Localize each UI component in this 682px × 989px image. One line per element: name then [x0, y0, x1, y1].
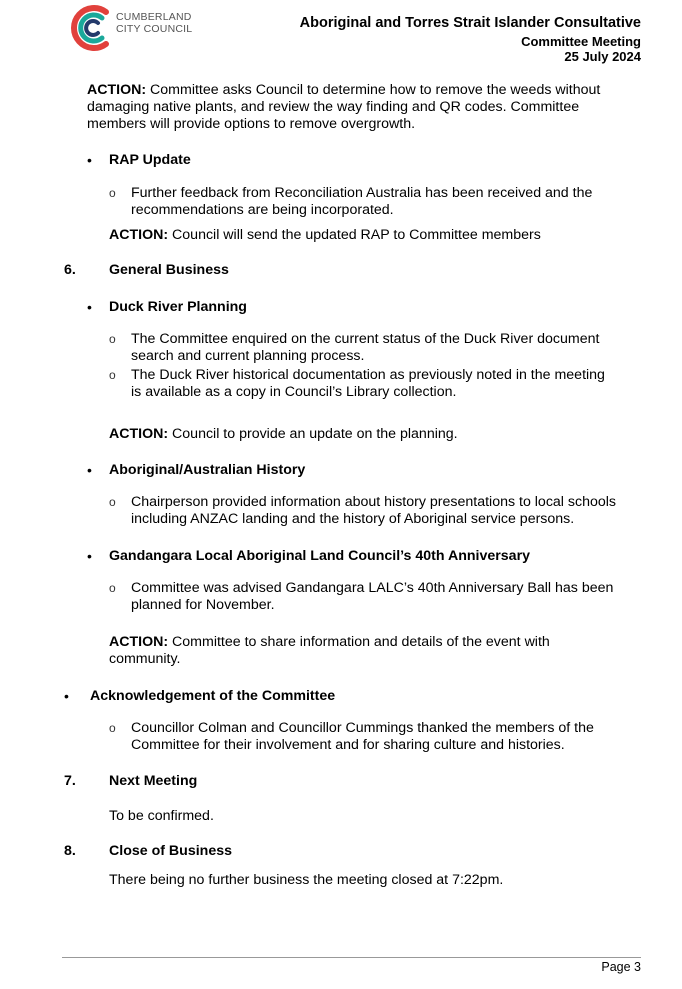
rap-item-line1: Further feedback from Reconciliation Australia has been received and the: [131, 185, 593, 201]
document-date: 25 July 2024: [564, 49, 641, 64]
section-6-number: 6.: [64, 262, 76, 278]
gandangara-item-line1: Committee was advised Gandangara LALC’s 40th Anniversary Ball has been: [131, 580, 614, 596]
sub-bullet-icon: o: [109, 368, 116, 382]
bullet-icon: •: [64, 688, 69, 704]
page-number: Page 3: [601, 960, 641, 974]
acknowledgement-heading: Acknowledgement of the Committee: [90, 688, 336, 704]
bullet-icon: •: [87, 462, 92, 478]
bullet-icon: •: [87, 548, 92, 564]
gandangara-item-line2: planned for November.: [131, 597, 275, 613]
sub-bullet-icon: o: [109, 186, 116, 200]
gandangara-heading: Gandangara Local Aboriginal Land Council’s 40th Anniversary: [109, 548, 530, 564]
action-paragraph-1: ACTION: Committee asks Council to determine how to remove the weeds without: [87, 82, 601, 98]
rap-update-heading: RAP Update: [109, 152, 191, 168]
section-8-text: There being no further business the meeting closed at 7:22pm.: [109, 872, 504, 888]
action-paragraph-1-line3: members will provide options to remove overgrowth.: [87, 116, 416, 132]
gandangara-action: ACTION: Committee to share information and details of the event with: [109, 634, 550, 650]
duck-item-2-line2: is available as a copy in Council’s Library collection.: [131, 384, 457, 400]
duck-action: ACTION: Council to provide an update on the planning.: [109, 426, 458, 442]
council-name: [116, 12, 192, 35]
logo-line-1: CUMBERLAND: [116, 11, 192, 23]
sub-bullet-icon: o: [109, 721, 116, 735]
duck-item-1-line2: search and current planning process.: [131, 348, 365, 364]
bullet-icon: •: [87, 152, 92, 168]
section-7-number: 7.: [64, 773, 76, 789]
acknowledgement-item-line2: Committee for their involvement and for sharing culture and histories.: [131, 737, 565, 753]
section-8-number: 8.: [64, 843, 76, 859]
document-title: Aboriginal and Torres Strait Islander Consultative: [299, 15, 641, 31]
action-paragraph-1-line2: damaging native plants, and review the way finding and QR codes. Committee: [87, 99, 580, 115]
section-8-heading: Close of Business: [109, 843, 232, 859]
history-item-line2: including ANZAC landing and the history of Aboriginal service persons.: [131, 511, 575, 527]
acknowledgement-item-line1: Councillor Colman and Councillor Cummings thanked the members of the: [131, 720, 594, 736]
section-7-heading: Next Meeting: [109, 773, 198, 789]
rap-action: ACTION: Council will send the updated RAP to Committee members: [109, 227, 541, 243]
logo-line-2: CITY COUNCIL: [116, 22, 193, 35]
history-heading: Aboriginal/Australian History: [109, 462, 306, 478]
section-7-text: To be confirmed.: [109, 808, 214, 824]
duck-item-1-line1: The Committee enquired on the current status of the Duck River document: [131, 331, 600, 347]
gandangara-action-line2: community.: [109, 651, 181, 667]
sub-bullet-icon: o: [109, 495, 116, 509]
duck-river-heading: Duck River Planning: [109, 299, 247, 315]
bullet-icon: •: [87, 299, 92, 315]
history-item-line1: Chairperson provided information about history presentations to local schools: [131, 494, 617, 510]
sub-bullet-icon: o: [109, 332, 116, 346]
document-subtitle: Committee Meeting: [521, 34, 641, 49]
footer-divider: [62, 957, 641, 958]
sub-bullet-icon: o: [109, 581, 116, 595]
duck-item-2-line1: The Duck River historical documentation as previously noted in the meeting: [131, 367, 605, 383]
section-6-heading: General Business: [109, 262, 229, 278]
council-logo-icon: [66, 3, 118, 53]
rap-item-line2: recommendations are being incorporated.: [131, 202, 394, 218]
